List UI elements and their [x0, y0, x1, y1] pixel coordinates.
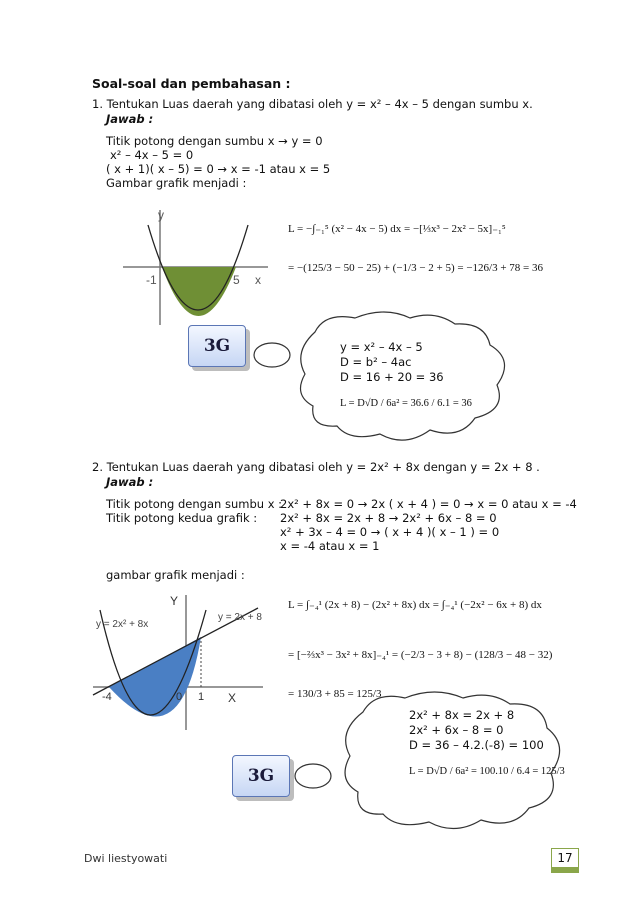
q2-formula-2: = [−⅔x³ − 3x² + 8x]₋₄¹ = (−2/3 − 3 + 8) − (128/3 − 48 − 32) [288, 649, 553, 661]
q2-shaded-area [109, 637, 201, 717]
q2-question: 2. Tentukan Luas daerah yang dibatasi oleh y = 2x² + 8x dengan y = 2x + 8 . [92, 460, 540, 474]
q1-x-label: x [255, 273, 261, 287]
q2-line4: x = -4 atau x = 1 [280, 539, 380, 553]
q1-bubble-line-2: D = 16 + 20 = 36 [340, 370, 444, 384]
q2-bubble-line-2: D = 36 – 4.2.(-8) = 100 [409, 738, 544, 752]
q2-line1-value: 2x² + 8x = 0 → 2x ( x + 4 ) = 0 → x = 0 atau x = -4 [280, 497, 577, 511]
q1-line-1: x² – 4x – 5 = 0 [110, 148, 194, 162]
q2-jawab: Jawab : [106, 475, 154, 489]
q2-formula-1: L = ∫₋₄¹ (2x + 8) − (2x² + 8x) dx = ∫₋₄¹ (−2x² − 6x + 8) dx [288, 599, 542, 611]
q1-3g-badge: 3G [188, 325, 246, 367]
q2-bubble-line-1: 2x² + 6x – 8 = 0 [409, 723, 504, 737]
q2-line2-value: 2x² + 8x = 2x + 8 → 2x² + 6x – 8 = 0 [280, 511, 497, 525]
q2-line2-label: Titik potong kedua grafik : [106, 511, 258, 525]
q1-left-root: -1 [146, 273, 157, 287]
q1-formula-2: = −(125/3 − 50 − 25) + (−1/3 − 2 + 5) = −126/3 + 78 = 36 [288, 262, 544, 274]
q2-zero: 0 [176, 691, 183, 703]
q2-left-root: -4 [102, 691, 112, 703]
q2-bubble-line-3: L = D√D / 6a² = 100.10 / 6.4 = 125/3 [409, 766, 565, 777]
q2-graph [88, 590, 276, 740]
footer-author: Dwi liestyowati [84, 852, 168, 865]
q1-bubble-line-3: L = D√D / 6a² = 36.6 / 6.1 = 36 [340, 398, 472, 409]
q2-line-label: y = 2x + 8 [218, 612, 262, 623]
q1-shaded-area [162, 267, 236, 316]
page-heading: Soal-soal dan pembahasan : [92, 76, 291, 91]
q2-y-label: Y [170, 594, 179, 608]
q1-jawab: Jawab : [106, 112, 154, 126]
q2-formula-3: = 130/3 + 85 = 125/3 [288, 688, 382, 700]
q2-x-label: X [228, 691, 237, 705]
q2-line1-label: Titik potong dengan sumbu x : [106, 497, 283, 511]
q2-curve-label: y = 2x² + 8x [96, 619, 149, 630]
q1-formula-1: L = −∫₋₁⁵ (x² − 4x − 5) dx = −[⅓x³ − 2x² − 5x]₋₁⁵ [288, 223, 506, 235]
q1-line-3: Gambar grafik menjadi : [106, 176, 247, 190]
q2-3g-badge: 3G [232, 755, 290, 797]
q1-bubble-line-1: D = b² – 4ac [340, 355, 412, 369]
page-number-bar [551, 868, 579, 873]
q1-right-root: 5 [233, 273, 240, 287]
q1-line-2: ( x + 1)( x – 5) = 0 → x = -1 atau x = 5 [106, 162, 331, 176]
page-number: 17 [551, 848, 579, 868]
q2-bubble-line-0: 2x² + 8x = 2x + 8 [409, 708, 515, 722]
q2-line3: x² + 3x – 4 = 0 → ( x + 4 )( x – 1 ) = 0 [280, 525, 500, 539]
q1-bubble-line-0: y = x² – 4x – 5 [340, 340, 423, 354]
q2-one: 1 [198, 691, 205, 703]
q2-gambar: gambar grafik menjadi : [106, 568, 245, 582]
q1-line-0: Titik potong dengan sumbu x → y = 0 [106, 134, 323, 148]
q1-y-label: y [158, 208, 164, 222]
q1-question: 1. Tentukan Luas daerah yang dibatasi oleh y = x² – 4x – 5 dengan sumbu x. [92, 97, 533, 111]
